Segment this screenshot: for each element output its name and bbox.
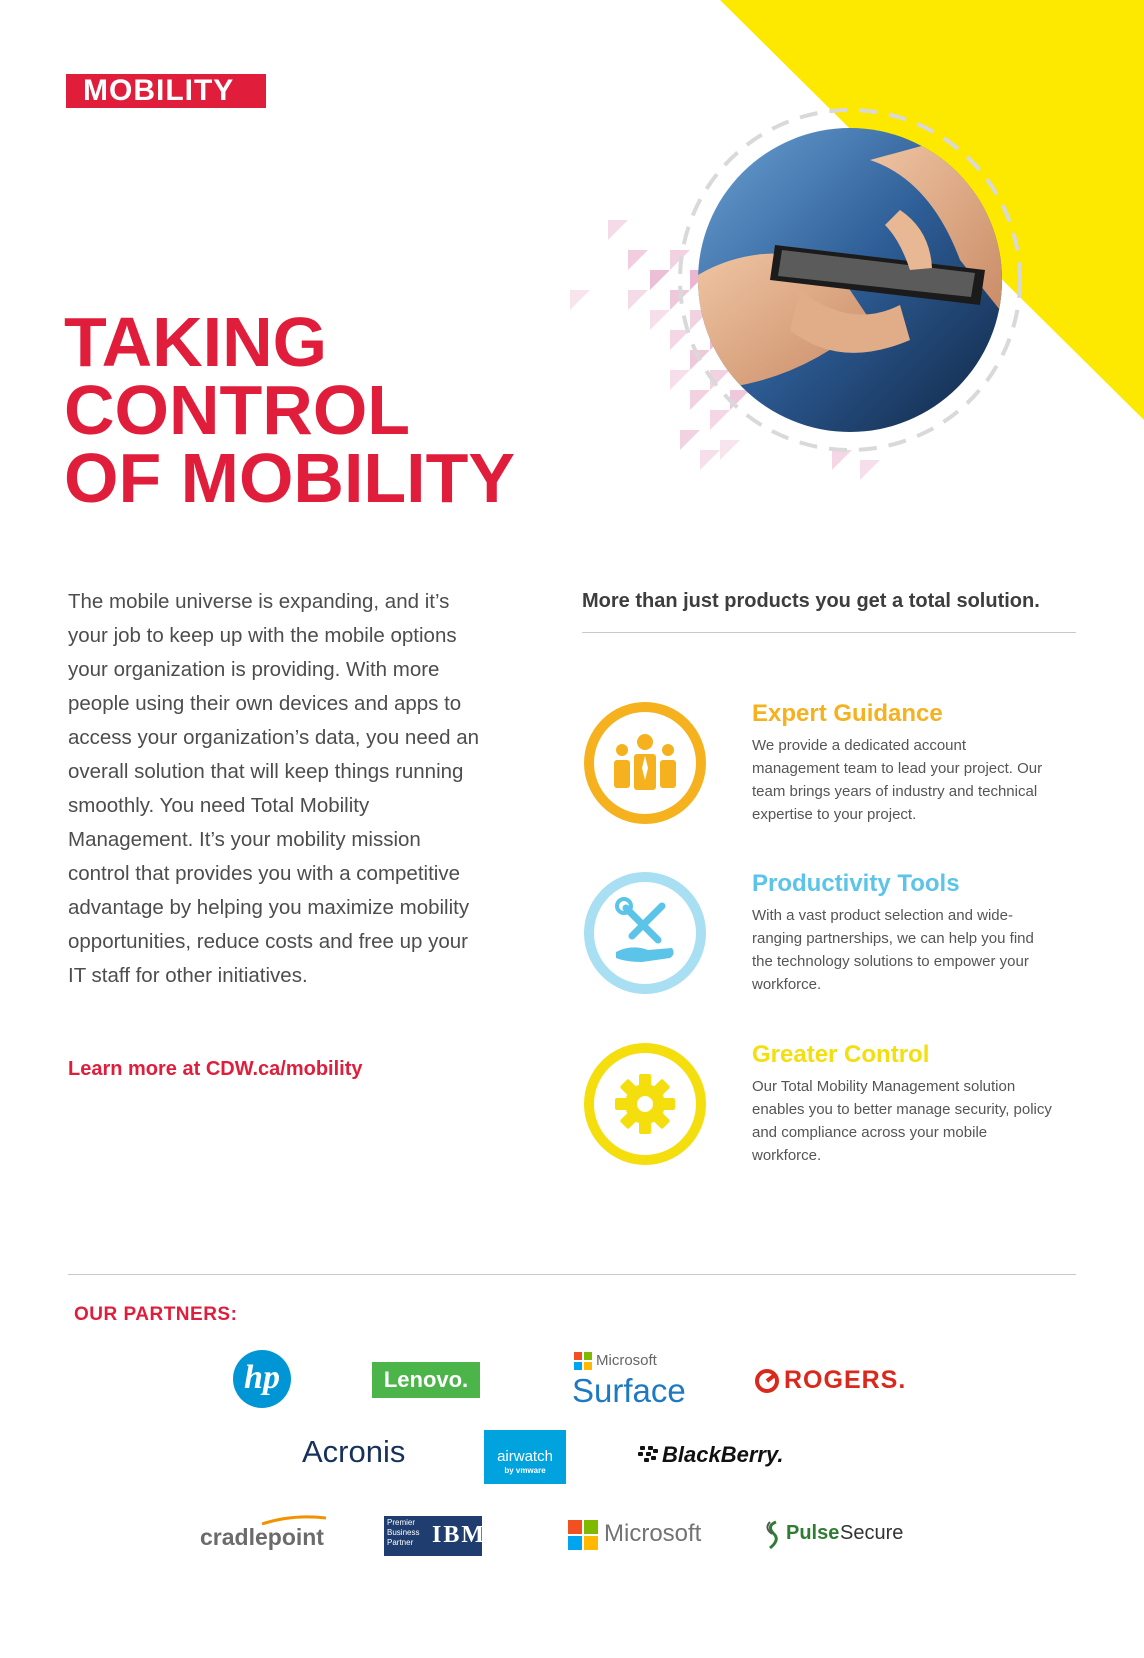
rogers-logo: ROGERS. bbox=[754, 1366, 904, 1396]
pulse-secure-logo: Pulse Secure bbox=[764, 1518, 904, 1552]
ibm-partner-logo: Premier Business Partner IBM bbox=[384, 1516, 482, 1556]
intro-paragraph: The mobile universe is expanding, and it’s your job to keep up with the mobile options your organization is providing. With more people using their own devices and apps to access your organization’s data, you need an overall solution that will keep things running smoothly. You need Total Mobility Management. It’s your mobility mission control that provides you with a competitive advantage by helping you maximize mobility opportunities, reduce costs and free up your IT staff for other initiatives. bbox=[68, 590, 480, 987]
acronis-logo: Acronis bbox=[302, 1434, 406, 1469]
feature-greater-control bbox=[582, 1041, 1082, 1181]
blackberry-logo: BlackBerry. bbox=[636, 1442, 786, 1472]
blackberry-dots-icon bbox=[636, 1446, 658, 1464]
main-title bbox=[64, 303, 584, 517]
cradlepoint-logo: cradlepoint bbox=[200, 1514, 330, 1554]
pulse-secure-icon bbox=[764, 1520, 782, 1550]
feature-body: We provide a dedicated account management team to lead your project. Our team brings years of industry and technical expertise to your project. bbox=[752, 737, 1043, 823]
microsoft-surface-logo: Microsoft Surface bbox=[572, 1352, 686, 1409]
feature-expert-guidance bbox=[582, 700, 1082, 840]
partners-divider bbox=[68, 1274, 1076, 1275]
hero-graphic bbox=[570, 90, 1090, 520]
hp-logo: hp bbox=[232, 1349, 292, 1409]
microsoft-logo: Microsoft bbox=[568, 1518, 708, 1552]
team-people-icon bbox=[582, 700, 708, 826]
title-line-2: CONTROL bbox=[64, 371, 411, 449]
microsoft-flag-icon bbox=[568, 1520, 598, 1550]
airwatch-logo: airwatch by vmware bbox=[484, 1430, 566, 1484]
section-badge: MOBILITY bbox=[66, 74, 266, 108]
tools-hand-icon bbox=[582, 870, 708, 996]
solutions-heading: More than just products you get a total solution. bbox=[582, 590, 1040, 612]
gear-icon bbox=[582, 1041, 708, 1167]
solutions-divider bbox=[582, 632, 1076, 633]
title-line-3: OF MOBILITY bbox=[64, 439, 516, 517]
lenovo-logo: Lenovo. bbox=[372, 1362, 480, 1398]
title-line-1: TAKING bbox=[64, 303, 328, 381]
feature-body: Our Total Mobility Management solution enables you to better manage security, policy and compliance across your mobile workforce. bbox=[752, 1078, 1052, 1164]
feature-title: Expert Guidance bbox=[752, 700, 943, 727]
feature-title: Productivity Tools bbox=[752, 870, 960, 897]
partners-label: OUR PARTNERS: bbox=[74, 1304, 238, 1325]
rogers-swirl-icon bbox=[754, 1368, 780, 1394]
learn-more-link[interactable]: Learn more at CDW.ca/mobility bbox=[68, 1058, 363, 1080]
feature-productivity-tools bbox=[582, 870, 1082, 1010]
feature-body: With a vast product selection and wide-ranging partnerships, we can help you find the technology solutions to empower your workforce. bbox=[752, 907, 1034, 993]
microsoft-flag-icon bbox=[574, 1352, 592, 1370]
feature-title: Greater Control bbox=[752, 1041, 930, 1068]
